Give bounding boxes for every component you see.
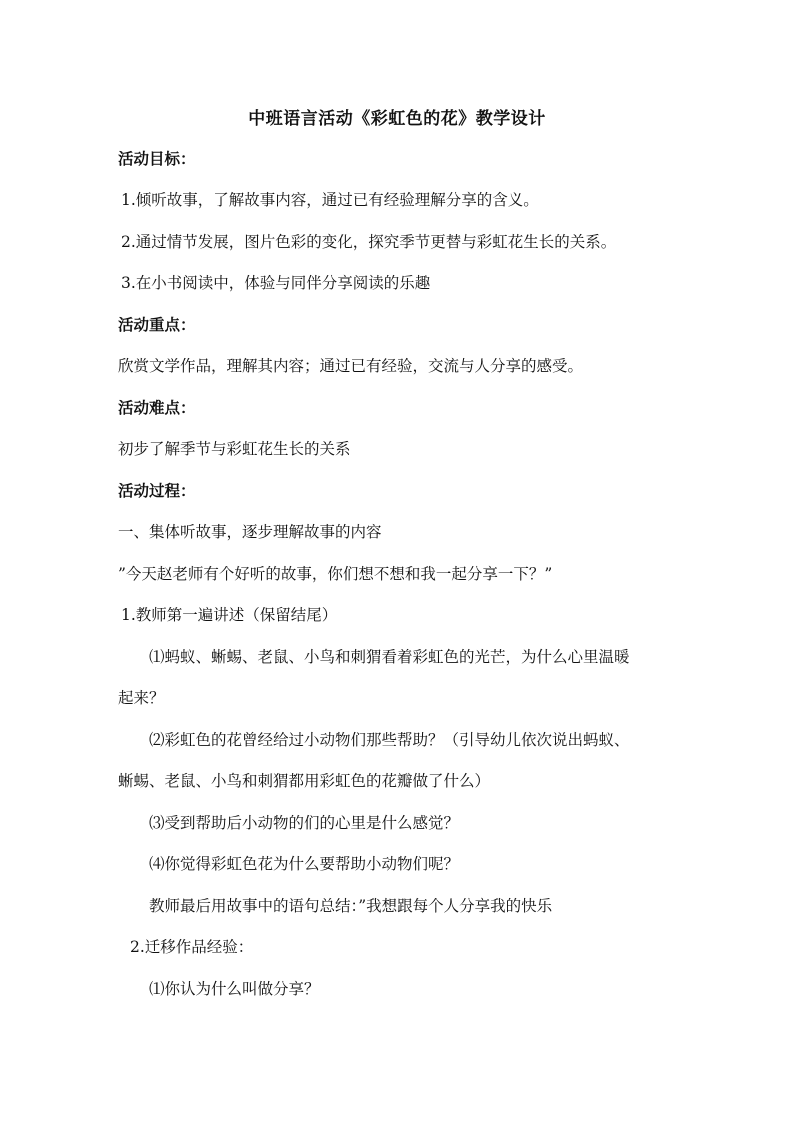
key-heading: 活动重点： (118, 315, 196, 334)
intro-quote: ”今天赵老师有个好听的故事，你们想不想和我一起分享一下？” (118, 565, 553, 583)
key-text: 欣赏文学作品，理解其内容；通过已有经验，交流与人分享的感受。 (118, 357, 584, 375)
goal-item-3: 3.在小书阅读中，体验与同伴分享阅读的乐趣 (121, 274, 431, 292)
question-1-line-1: ⑴蚂蚁、蜥蜴、老鼠、小鸟和刺猬看着彩虹色的光芒，为什么心里温暖 (149, 648, 630, 666)
step2-title: 2.迁移作品经验： (130, 938, 254, 956)
process-heading: 活动过程： (118, 481, 196, 500)
teacher-summary: 教师最后用故事中的语句总结：”我想跟每个人分享我的快乐 (149, 897, 553, 915)
part1-title: 一、集体听故事，逐步理解故事的内容 (118, 523, 382, 541)
question-3: ⑶受到帮助后小动物的们的心里是什么感觉？ (149, 814, 460, 832)
difficulty-heading: 活动难点： (118, 398, 196, 417)
goal-item-1: 1.倾听故事，了解故事内容，通过已有经验理解分享的含义。 (121, 191, 539, 209)
goal-item-2: 2.通过情节发展，图片色彩的变化，探究季节更替与彩虹花生长的关系。 (121, 233, 617, 251)
step1-title: 1.教师第一遍讲述（保留结尾） (121, 606, 338, 624)
question-1-line-2: 起来？ (118, 689, 165, 707)
question-4: ⑷你觉得彩虹色花为什么要帮助小动物们呢？ (149, 855, 460, 873)
step2-question-1: ⑴你认为什么叫做分享？ (149, 980, 320, 998)
difficulty-text: 初步了解季节与彩虹花生长的关系 (118, 440, 351, 458)
question-2-line-1: ⑵彩虹色的花曾经给过小动物们那些帮助？（引导幼儿依次说出蚂蚁、 (149, 731, 630, 749)
document-title: 中班语言活动《彩虹色的花》教学设计 (248, 109, 546, 129)
goals-heading: 活动目标： (118, 149, 196, 168)
question-2-line-2: 蜥蜴、老鼠、小鸟和刺猬都用彩虹色的花瓣做了什么） (118, 772, 491, 790)
